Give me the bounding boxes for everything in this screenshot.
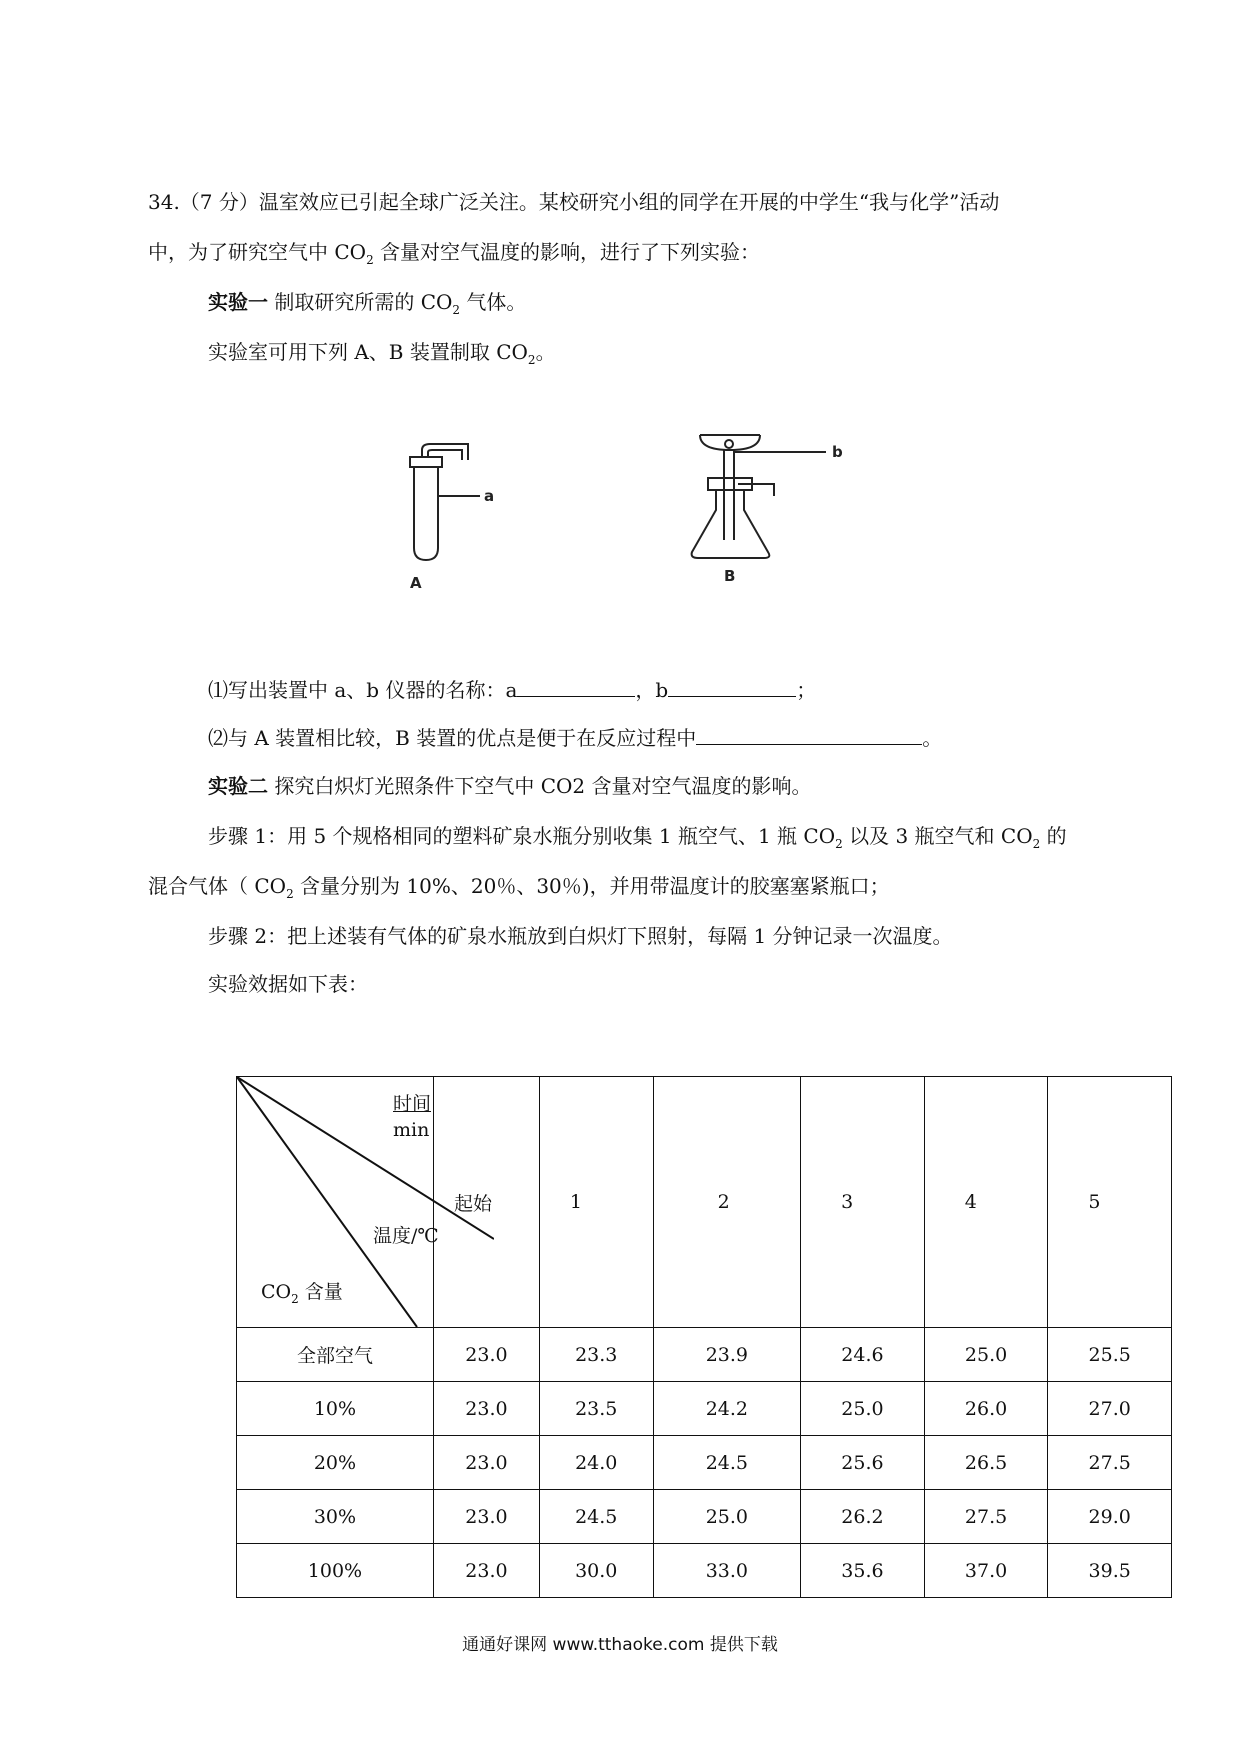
table-cell: 23.3 [539,1328,653,1382]
table-cell: 23.9 [653,1328,801,1382]
diagonal-header-cell [237,1077,439,1328]
table-header-row [237,1077,1172,1328]
question-intro-line1: 34.（7 分）温室效应已引起全球广泛关注。某校研究小组的同学在开展的中学生“我与化学”活动 [148,190,1000,214]
header-temp: 温度/℃ [373,1225,439,1247]
row-label: 10% [237,1382,434,1436]
table-row [237,1436,1172,1490]
exp1-apparatus-intro: 实验室可用下列 A、B 装置制取 $CO_2$。 [208,340,556,367]
table-cell: 23.5 [539,1382,653,1436]
table-cell: 25.0 [801,1382,925,1436]
header-time: 时间 [393,1093,432,1115]
table-cell: 27.5 [924,1490,1048,1544]
col-header-3: 3 [801,1077,925,1328]
table-cell: 25.5 [1048,1328,1172,1382]
caption-b: B [724,567,736,585]
table-cell: 24.6 [801,1328,925,1382]
header-co2: $CO_2$ 含量 [261,1281,343,1306]
table-cell: 39.5 [1048,1544,1172,1598]
col-header-2: 2 [653,1077,801,1328]
table-cell: 23.0 [433,1544,539,1598]
exp2-step1: 步骤 1：用 5 个规格相同的塑料矿泉水瓶分别收集 1 瓶空气、1 瓶 $CO_2$ 以及 3 瓶空气和 $CO_2$ 的 [208,824,1067,851]
row-label: 30% [237,1490,434,1544]
apparatus-a [410,444,480,560]
exp2-step2: 步骤 2：把上述装有气体的矿泉水瓶放到白炽灯下照射，每隔 1 分钟记录一次温度。 [208,924,953,948]
table-row [237,1490,1172,1544]
table-cell: 26.5 [924,1436,1048,1490]
table-cell: 29.0 [1048,1490,1172,1544]
table-cell: 24.5 [653,1436,801,1490]
table-cell: 25.0 [653,1490,801,1544]
label-b: b [832,443,843,461]
table-cell: 24.2 [653,1382,801,1436]
table-cell: 24.5 [539,1490,653,1544]
table-row [237,1382,1172,1436]
row-label: 100% [237,1544,434,1598]
question-2: ⑵与 A 装置相比较，B 装置的优点是便于在反应过程中 。 [208,726,943,750]
apparatus-diagram [380,430,900,600]
row-label: 全部空气 [237,1328,434,1382]
table-cell: 25.0 [924,1328,1048,1382]
page-footer: 通通好课网 www.tthaoke.com 提供下载 [462,1635,778,1655]
table-cell: 24.0 [539,1436,653,1490]
row-label: 20% [237,1436,434,1490]
col-header-4: 4 [924,1077,1048,1328]
temperature-table [236,1076,1172,1598]
table-cell: 33.0 [653,1544,801,1598]
question-1: ⑴写出装置中 a、b 仪器的名称：a ，b ； [208,678,817,702]
answer-blank-b[interactable] [668,676,796,697]
table-cell: 35.6 [801,1544,925,1598]
table-cell: 26.0 [924,1382,1048,1436]
label-a: a [484,487,495,505]
table-row [237,1544,1172,1598]
table-cell: 26.2 [801,1490,925,1544]
exp1-title: 实验一 [208,290,268,314]
table-intro: 实验效据如下表： [208,972,368,996]
table-cell: 37.0 [924,1544,1048,1598]
table-cell: 23.0 [433,1328,539,1382]
table-cell: 30.0 [539,1544,653,1598]
exp2-step1-cont: 混合气体（ $CO_2$ 含量分别为 10%、20％、30％)，并用带温度计的胶塞塞紧瓶口； [148,874,890,901]
table-row [237,1328,1172,1382]
table-cell: 27.5 [1048,1436,1172,1490]
exp2-title: 实验二 [208,774,268,798]
table-cell: 25.6 [801,1436,925,1490]
answer-blank-advantage[interactable] [696,724,922,745]
answer-blank-a[interactable] [517,676,635,697]
apparatus-b [692,435,826,558]
col-header-0: 起始 [433,1077,539,1328]
table-cell: 23.0 [433,1382,539,1436]
caption-a: A [410,574,422,592]
exp1-heading: 实验一 制取研究所需的 $CO_2$ 气体。 [208,290,527,317]
table-cell: 23.0 [433,1436,539,1490]
table-cell: 27.0 [1048,1382,1172,1436]
table-cell: 23.0 [433,1490,539,1544]
question-intro-line2: 中，为了研究空气中 $CO_2$ 含量对空气温度的影响，进行了下列实验： [148,240,761,267]
header-min: min [393,1119,430,1141]
col-header-1: 1 [539,1077,653,1328]
col-header-5: 5 [1048,1077,1172,1328]
exp2-heading: 实验二 探究白炽灯光照条件下空气中 CO2 含量对空气温度的影响。 [208,774,812,798]
